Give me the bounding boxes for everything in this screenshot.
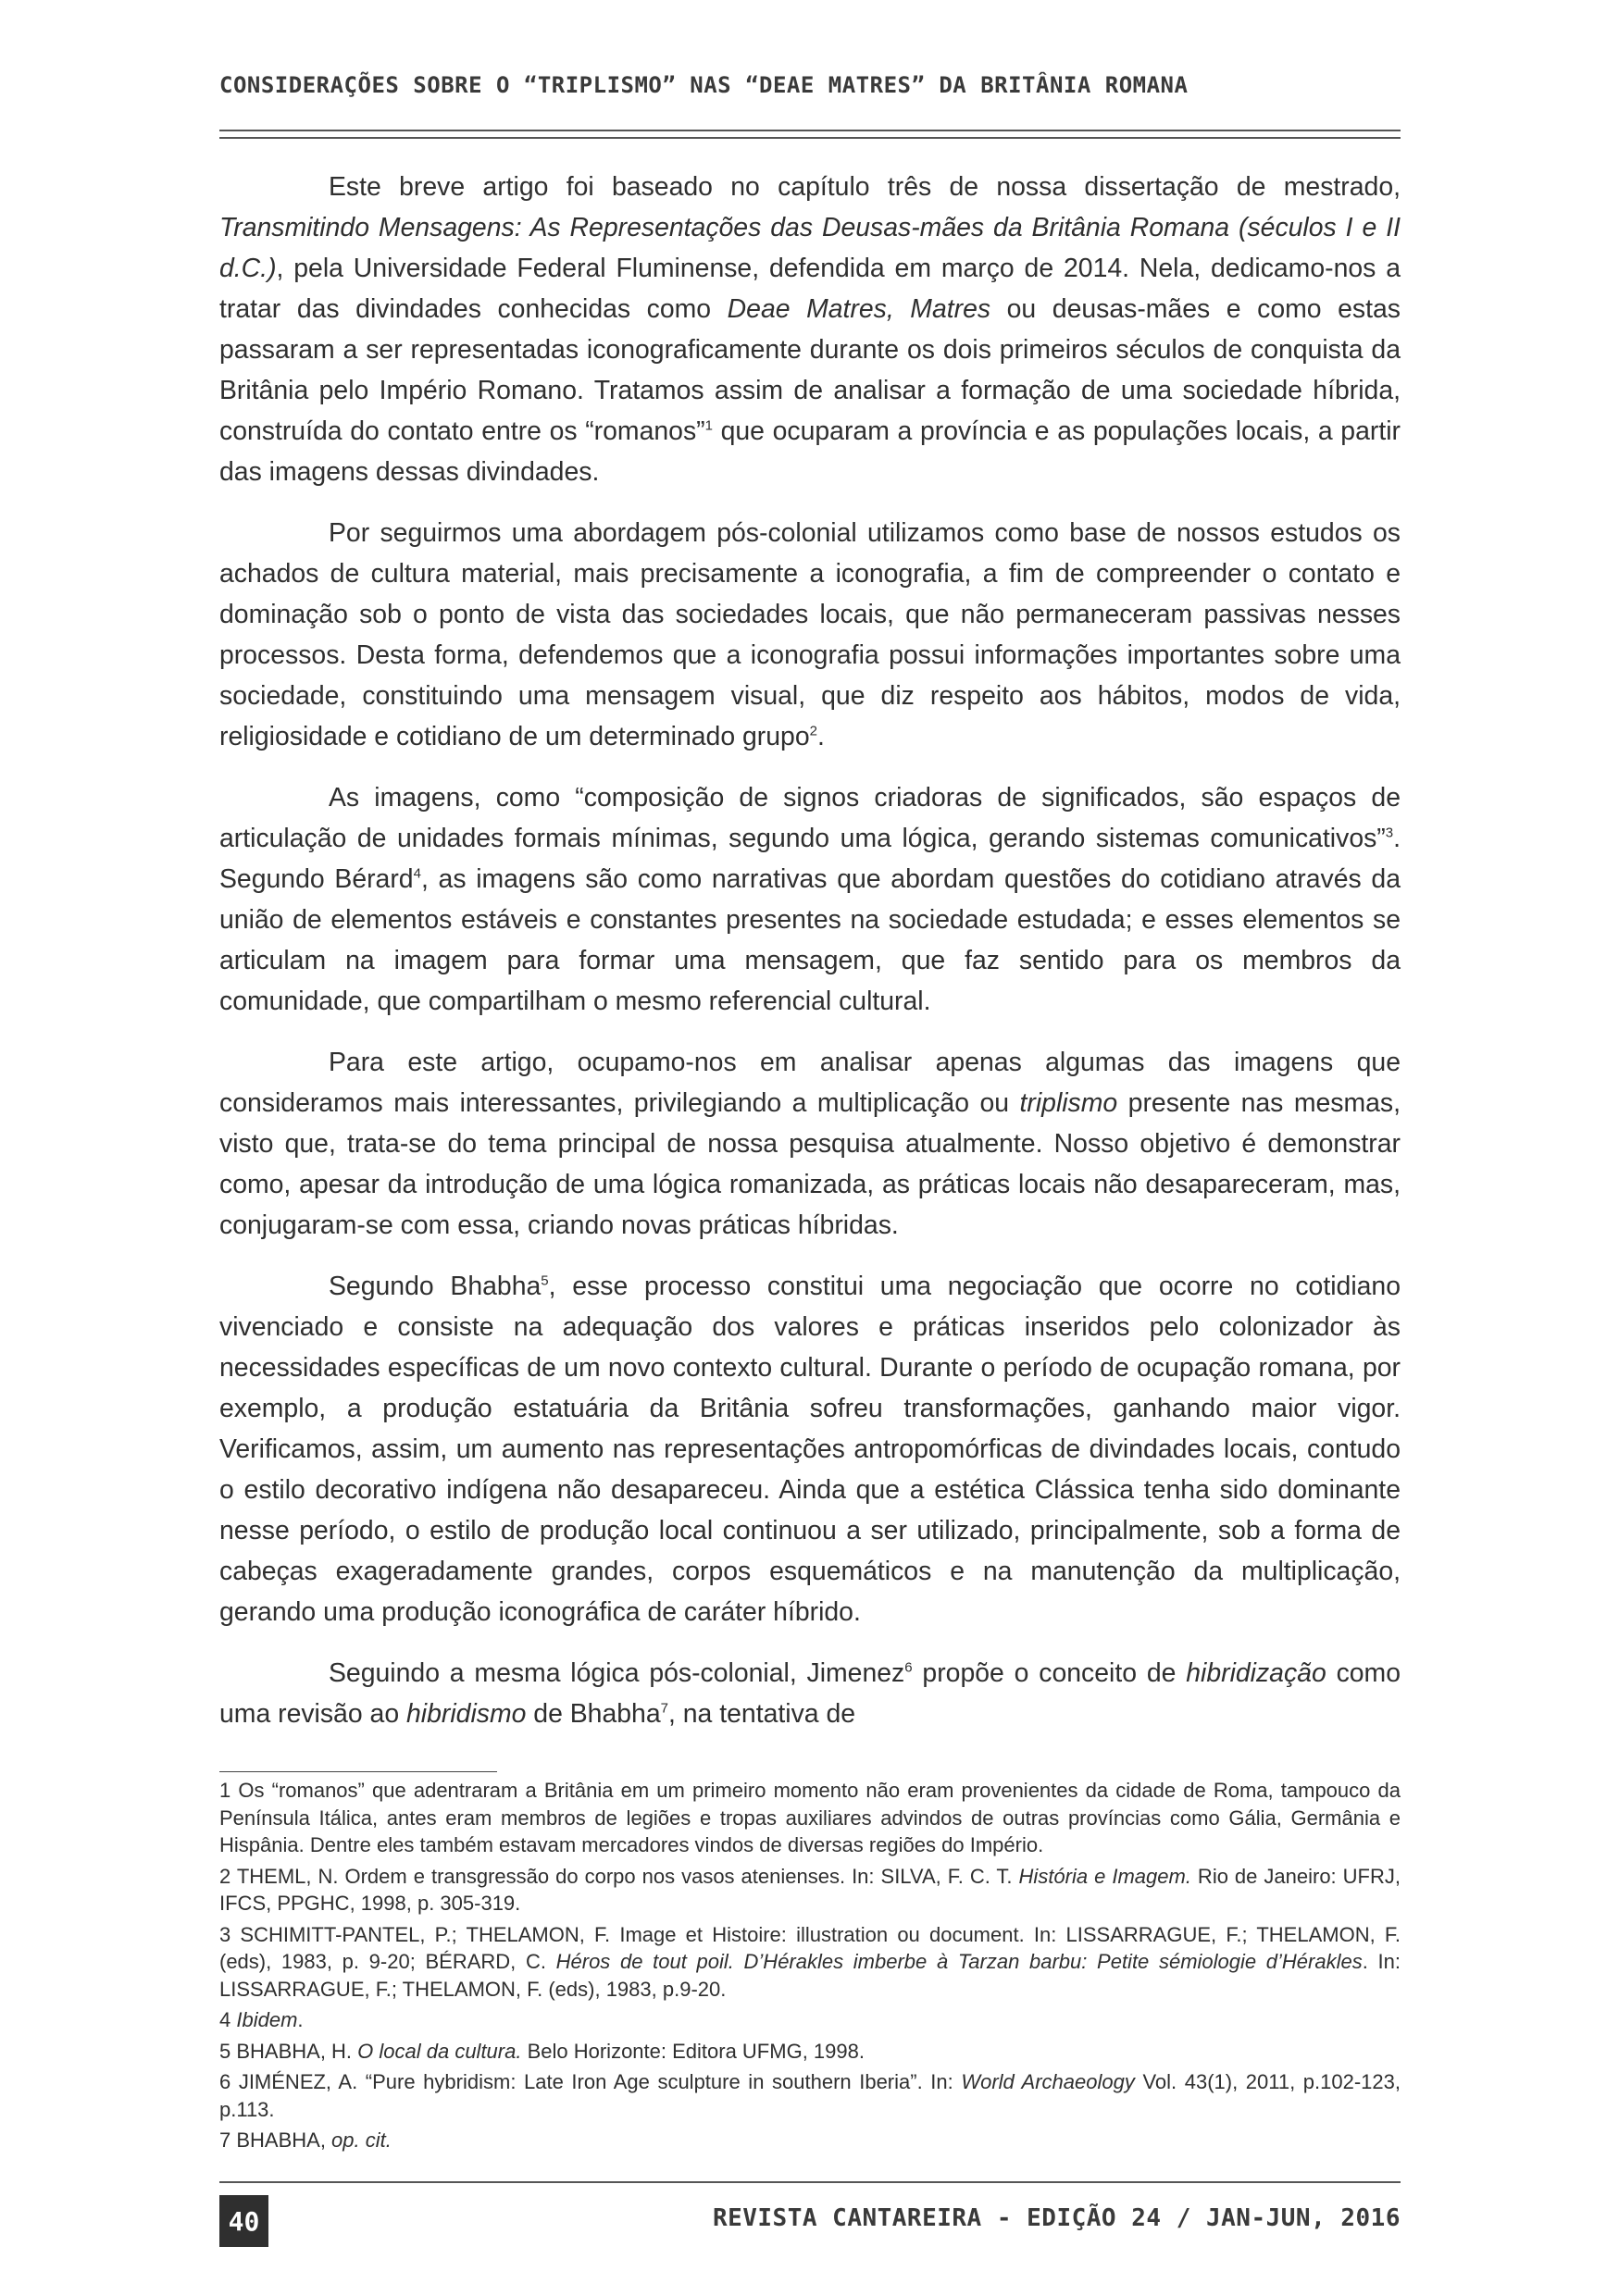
text: .: [297, 2008, 304, 2031]
header-rule: [219, 137, 1401, 139]
footnote-ref-6[interactable]: 6: [904, 1659, 913, 1676]
citation-title: Héros de tout poil. D’Hérakles imberbe à Tarzan barbu: Petite sémiologie d’Hérakles: [555, 1950, 1363, 1973]
footnote-6: [219, 2068, 1401, 2123]
text: Vol. 43(1), 2011, p.102-123, p.113.: [219, 2070, 1401, 2121]
text: presente nas mesmas, visto que, trata-se do tema principal de nossa pesquisa atualmente. Nosso objetivo é demonstrar como, apesar da introdução de uma lógica romanizada, as práticas locais não desapareceram, mas, conjugaram-se com essa, criando novas práticas híbridas.: [219, 1088, 1401, 1240]
footnote-ref-2[interactable]: 2: [809, 723, 817, 739]
footnote-separator: [219, 1771, 497, 1772]
article-body: [219, 167, 1401, 1755]
text: de Bhabha: [526, 1699, 661, 1729]
footnote-ref-7[interactable]: 7: [660, 1700, 668, 1717]
footnote-4: [219, 2006, 1401, 2034]
text: . Segundo Bérard: [219, 824, 1401, 894]
text: .: [816, 722, 825, 751]
footer-rule: [219, 2181, 1401, 2183]
paragraph-5: [219, 1266, 1401, 1632]
text: como uma revisão ao: [219, 1658, 1401, 1729]
text: , esse processo constitui uma negociação que ocorre no cotidiano vivenciado e consiste na adequação dos valores e práticas inseridos pelo colonizador às necessidades específicas de um novo contexto cultural. Durante o período de ocupação romana, por exemplo, a produção estatuária da Britânia sofreu transformações, ganhando maior vigor. Verificamos, assim, um aumento nas representações antropomórficas de divindades locais, contudo o estilo decorativo indígena não desapareceu. Ainda que a estética Clássica tenha sido dominante nesse período, o estilo de produção local continuou a ser utilizado, principalmente, sob a forma de cabeças exageradamente grandes, corpos esquemáticos e na manutenção da multiplicação, gerando uma produção iconográfica de caráter híbrido.: [219, 1272, 1401, 1627]
page-number-badge: 40: [219, 2195, 268, 2247]
footnote-ref-5[interactable]: 5: [541, 1272, 549, 1289]
text: 6 JIMÉNEZ, A. “Pure hybridism: Late Iron Age sculpture in southern Iberia”. In:: [219, 2070, 962, 2093]
footnote-5: [219, 2038, 1401, 2066]
text: As imagens, como “composição de signos criadoras de significados, são espaços de articulação de unidades formais mínimas, segundo uma lógica, gerando sistemas comunicativos”: [219, 783, 1401, 853]
text: , na tentativa de: [667, 1699, 856, 1729]
paragraph-3: [219, 777, 1401, 1022]
text: Por seguirmos uma abordagem pós-colonial utilizamos como base de nossos estudos os achados de cultura material, mais precisamente a iconografia, a fim de compreender o contato e dominação sob o ponto de vista das sociedades locais, que não permaneceram passivas nesses processos. Desta forma, defendemos que a iconografia possui informações importantes sobre uma sociedade, constituindo uma mensagem visual, que diz respeito aos hábitos, modos de vida, religiosidade e cotidiano de um determinado grupo: [219, 518, 1401, 751]
citation-title: Ibidem: [236, 2008, 298, 2031]
italic-term: hibridização: [1186, 1658, 1326, 1688]
paragraph-2: [219, 513, 1401, 757]
text: , pela Universidade Federal Fluminense, defendida em março de 2014. Nela, dedicamo-nos a tratar das divindades conhecidas como: [219, 254, 1401, 324]
footnotes: [219, 1777, 1401, 2158]
paragraph-6: [219, 1653, 1401, 1734]
text: Segundo Bhabha: [329, 1272, 542, 1301]
text: ou deusas-mães e como estas passaram a ser representadas iconograficamente durante os dois primeiros séculos de conquista da Britânia pelo Império Romano. Tratamos assim de analisar a formação de uma sociedade híbrida, construída do contato entre os “romanos”: [219, 294, 1401, 446]
citation-title: História e Imagem.: [1018, 1864, 1191, 1888]
text: 2 THEML, N. Ordem e transgressão do corpo nos vasos atenienses. In: SILVA, F. C. T.: [219, 1864, 1019, 1888]
text: Este breve artigo foi baseado no capítulo três de nossa dissertação de mestrado,: [329, 172, 1401, 202]
text: . In: LISSARRAGUE, F.; THELAMON, F. (eds), 1983, p.9-20.: [219, 1950, 1401, 2001]
text: Rio de Janeiro: UFRJ, IFCS, PPGHC, 1998, p. 305-319.: [219, 1864, 1401, 1915]
citation-title: O local da cultura.: [357, 2039, 522, 2063]
footnote-2: [219, 1863, 1401, 1917]
text: Para este artigo, ocupamo-nos em analisar apenas algumas das imagens que consideramos mais interessantes, privilegiando a multiplicação ou: [219, 1048, 1401, 1118]
text: Belo Horizonte: Editora UFMG, 1998.: [521, 2039, 865, 2063]
paragraph-1: [219, 167, 1401, 492]
footnote-1: 1 Os “romanos” que adentraram a Britânia em um primeiro momento não eram provenientes da cidade de Roma, tampouco da Península Itálica, antes eram membros de legiões e tropas auxiliares advindos de outras províncias como Gália, Germânia e Hispânia. Dentre eles também estavam mercadores vindos de diversas regiões do Império.: [219, 1779, 1401, 1856]
footnote-7: [219, 2127, 1401, 2154]
text: que ocuparam a província e as populações locais, a partir das imagens dessas divindades.: [219, 416, 1401, 487]
text: Seguindo a mesma lógica pós-colonial, Jimenez: [329, 1658, 905, 1688]
italic-term: Deae Matres, Matres: [727, 294, 991, 324]
text: 3 SCHIMITT-PANTEL, P.; THELAMON, F. Image et Histoire: illustration ou document. In: LISSARRAGUE, F.; THELAMON, F. (eds), 1983, p. 9-20; BÉRARD, C.: [219, 1922, 1401, 1973]
italic-term: hibridismo: [406, 1699, 527, 1729]
text: , as imagens são como narrativas que abordam questões do cotidiano através da união de elementos estáveis e constantes presentes na sociedade estudada; e esses elementos se articulam na imagem para formar uma mensagem, que faz sentido para os membros da comunidade, que compartilham o mesmo referencial cultural.: [219, 864, 1401, 1016]
text: propõe o conceito de: [912, 1658, 1187, 1688]
text: 5 BHABHA, H.: [219, 2039, 358, 2063]
running-header: CONSIDERAÇÕES SOBRE O “TRIPLISMO” NAS “DEAE MATRES” DA BRITÂNIA ROMANA: [219, 72, 1189, 98]
header-rule: [219, 130, 1401, 131]
footnote-ref-3[interactable]: 3: [1385, 825, 1394, 841]
paragraph-4: [219, 1042, 1401, 1246]
footnote-ref-4[interactable]: 4: [413, 865, 421, 882]
italic-term: triplismo: [1019, 1088, 1118, 1118]
citation-title: op. cit.: [331, 2128, 392, 2152]
text: 4: [219, 2008, 237, 2031]
citation-title: World Archaeology: [961, 2070, 1135, 2093]
text: 7 BHABHA,: [219, 2128, 332, 2152]
journal-footer: REVISTA CANTAREIRA - EDIÇÃO 24 / JAN-JUN, 2016: [712, 2204, 1401, 2232]
footnote-3: [219, 1921, 1401, 2004]
thesis-title: Transmitindo Mensagens: As Representações das Deusas-mães da Britânia Romana (séculos I e II d.C.): [219, 213, 1401, 283]
footnote-ref-1[interactable]: 1: [704, 417, 713, 434]
